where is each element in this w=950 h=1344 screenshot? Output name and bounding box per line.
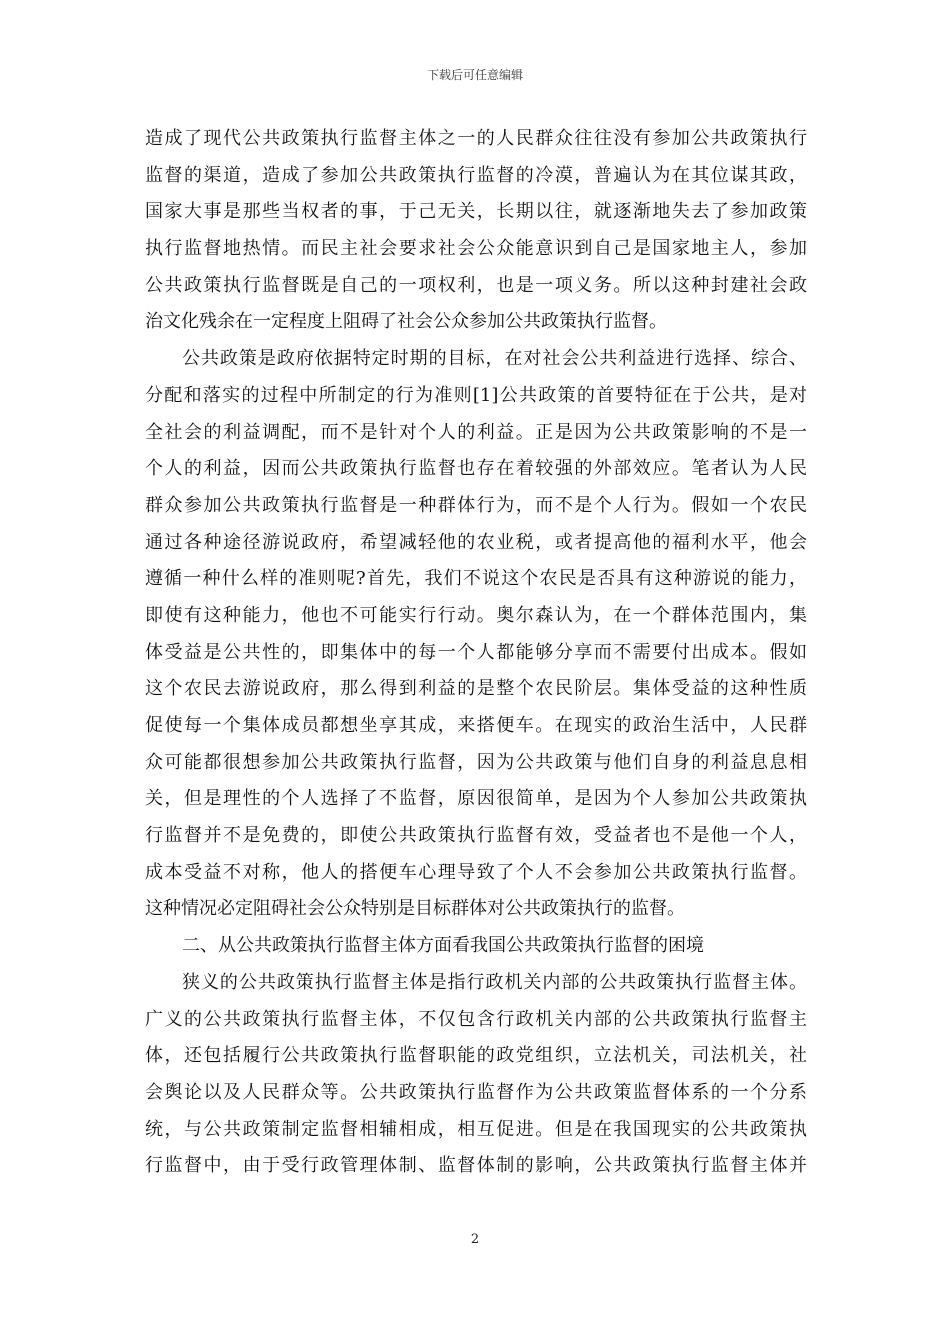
- text-line: 成本受益不对称，他人的搭便车心理导致了个人不会参加公共政策执行监督。: [145, 861, 807, 883]
- text-line: 统，与公共政策制定监督相辅相成，相互促进。但是在我国现实的公共政策执: [145, 1118, 807, 1140]
- text-line: 分配和落实的过程中所制定的行为准则[1]公共政策的首要特征在于公共，是对: [145, 384, 807, 406]
- text-line: 公共政策执行监督既是自己的一项权利，也是一项义务。所以这种封建社会政: [145, 274, 807, 296]
- text-line: 通过各种途径游说政府，希望减轻他的农业税，或者提高他的福利水平，他会: [145, 531, 807, 553]
- text-line: 监督的渠道，造成了参加公共政策执行监督的冷漠，普遍认为在其位谋其政，: [145, 164, 807, 186]
- text-line: 遵循一种什么样的准则呢?首先，我们不说这个农民是否具有这种游说的能力，: [145, 568, 807, 590]
- body-text: [145, 121, 807, 1185]
- paragraph: [145, 965, 807, 1185]
- text-line: 体，还包括履行公共政策执行监督职能的政党组织，立法机关，司法机关，社: [145, 1045, 807, 1067]
- page-header: 下载后可任意编辑: [426, 68, 523, 82]
- paragraph: [145, 928, 807, 965]
- text-line: 个人的利益，因而公共政策执行监督也存在着较强的外部效应。笔者认为人民: [145, 458, 807, 480]
- text-line: 狭义的公共政策执行监督主体是指行政机关内部的公共政策执行监督主体。: [182, 971, 807, 993]
- text-line: 行监督中，由于受行政管理体制、监督体制的影响，公共政策执行监督主体并: [145, 1155, 807, 1177]
- text-line: 治文化残余在一定程度上阻碍了社会公众参加公共政策执行监督。: [145, 311, 667, 333]
- text-line: 即使有这种能力，他也不可能实行行动。奥尔森认为，在一个群体范围内，集: [145, 604, 807, 626]
- text-line: 广义的公共政策执行监督主体，不仅包含行政机关内部的公共政策执行监督主: [145, 1008, 807, 1030]
- text-line: 二、从公共政策执行监督主体方面看我国公共政策执行监督的困境: [182, 935, 704, 957]
- text-line: 群众参加公共政策执行监督是一种群体行为，而不是个人行为。假如一个农民: [145, 494, 807, 516]
- text-line: 会舆论以及人民群众等。公共政策执行监督作为公共政策监督体系的一个分系: [145, 1081, 807, 1103]
- page-number: 2: [470, 1232, 480, 1247]
- text-line: 国家大事是那些当权者的事，于己无关，长期以往，就逐渐地失去了参加政策: [145, 201, 807, 223]
- text-line: 全社会的利益调配，而不是针对个人的利益。正是因为公共政策影响的不是一: [145, 421, 807, 443]
- text-line: 执行监督地热情。而民主社会要求社会公众能意识到自己是国家地主人，参加: [145, 238, 807, 260]
- text-line: 这个农民去游说政府，那么得到利益的是整个农民阶层。集体受益的这种性质: [145, 678, 807, 700]
- text-line: 造成了现代公共政策执行监督主体之一的人民群众往往没有参加公共政策执行: [145, 128, 807, 149]
- text-line: 众可能都很想参加公共政策执行监督，因为公共政策与他们自身的利益息息相: [145, 751, 807, 773]
- text-line: 这种情况必定阻碍社会公众特别是目标群体对公共政策执行的监督。: [145, 898, 685, 920]
- text-line: 促使每一个集体成员都想坐享其成，来搭便车。在现实的政治生活中，人民群: [145, 715, 807, 736]
- paragraph: [145, 121, 807, 341]
- text-line: 关，但是理性的个人选择了不监督，原因很简单，是因为个人参加公共政策执: [145, 788, 807, 810]
- text-line: 公共政策是政府依据特定时期的目标，在对社会公共利益进行选择、综合、: [182, 348, 807, 370]
- text-line: 行监督并不是免费的，即使公共政策执行监督有效，受益者也不是他一个人，: [145, 825, 807, 847]
- text-line: 体受益是公共性的，即集体中的每一个人都能够分享而不需要付出成本。假如: [145, 641, 807, 663]
- paragraph: [145, 341, 807, 928]
